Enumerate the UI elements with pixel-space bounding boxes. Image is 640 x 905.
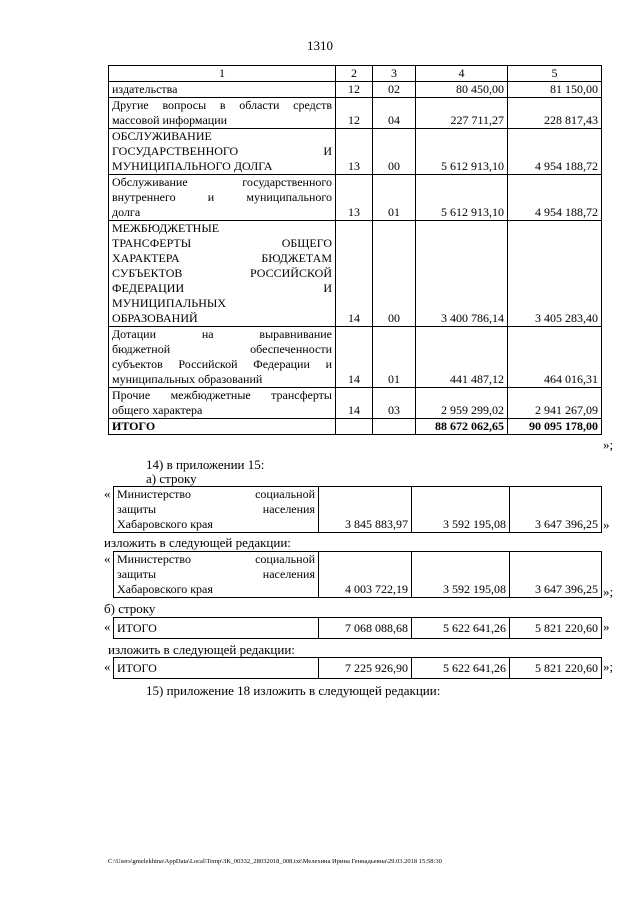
code-cell: 00: [373, 221, 416, 327]
value-cell: 3 592 195,08: [412, 552, 510, 598]
column-header: 5: [508, 66, 602, 82]
code-cell: 14: [336, 327, 373, 388]
close-quote: »;: [603, 659, 614, 674]
row-label: ИТОГО: [109, 419, 336, 435]
value-cell: 464 016,31: [508, 327, 602, 388]
close-quote: »;: [603, 584, 614, 599]
open-quote: «: [104, 619, 111, 634]
value-cell: 2 941 267,09: [508, 388, 602, 419]
open-quote: «: [104, 486, 111, 501]
budget-table: [108, 65, 602, 435]
table-row: [109, 98, 602, 129]
code-cell: 14: [336, 221, 373, 327]
row-label: ИТОГО: [114, 618, 319, 639]
open-quote: «: [104, 659, 111, 674]
row-label: Прочие межбюджетные трансферты общего характера: [109, 388, 336, 419]
value-cell: 88 672 062,65: [416, 419, 508, 435]
table-row: [109, 175, 602, 221]
value-cell: 5 821 220,60: [510, 618, 602, 639]
value-cell: 81 150,00: [508, 82, 602, 98]
row-label: ОБСЛУЖИВАНИЕ ГОСУДАРСТВЕННОГО И МУНИЦИПАЛЬНОГО ДОЛГА: [109, 129, 336, 175]
code-cell: 02: [373, 82, 416, 98]
column-header: 3: [373, 66, 416, 82]
close-quote: »: [603, 517, 610, 532]
table-end-mark: »;: [603, 437, 614, 452]
table-row: [109, 419, 602, 435]
value-cell: 3 405 283,40: [508, 221, 602, 327]
sub-item-a: а) строку: [146, 471, 197, 486]
row-label: Обслуживание государственного внутреннего и муниципального долга: [109, 175, 336, 221]
value-cell: 4 954 188,72: [508, 129, 602, 175]
value-cell: 5 821 220,60: [510, 658, 602, 679]
table-row: [109, 221, 602, 327]
item-15: 15) приложение 18 изложить в следующей редакции:: [146, 683, 441, 698]
code-cell: 13: [336, 175, 373, 221]
value-cell: 7 225 926,90: [319, 658, 412, 679]
column-header: 2: [336, 66, 373, 82]
row-label: Дотации на выравнивание бюджетной обеспеченности субъектов Российской Федерации и муниципальных образований: [109, 327, 336, 388]
item-14: 14) в приложении 15:: [146, 457, 265, 472]
row-label: Другие вопросы в области средств массовой информации: [109, 98, 336, 129]
row-label: ИТОГО: [114, 658, 319, 679]
table-header-row: [109, 66, 602, 82]
code-cell: [373, 419, 416, 435]
table-row: [114, 487, 602, 533]
code-cell: [336, 419, 373, 435]
value-cell: 5 612 913,10: [416, 175, 508, 221]
row-label: Министерство социальной защиты населения Хабаровского края: [114, 552, 319, 598]
table-row: [109, 82, 602, 98]
redaction-text-2: изложить в следующей редакции:: [108, 642, 295, 657]
page-number: 1310: [307, 38, 333, 53]
value-cell: 90 095 178,00: [508, 419, 602, 435]
table-row: [109, 327, 602, 388]
table-a-old: [113, 486, 602, 533]
code-cell: 04: [373, 98, 416, 129]
value-cell: 7 068 088,68: [319, 618, 412, 639]
value-cell: 228 817,43: [508, 98, 602, 129]
value-cell: 441 487,12: [416, 327, 508, 388]
value-cell: 227 711,27: [416, 98, 508, 129]
value-cell: 5 622 641,26: [412, 618, 510, 639]
column-header: 1: [109, 66, 336, 82]
value-cell: 3 400 786,14: [416, 221, 508, 327]
close-quote: »: [603, 619, 610, 634]
value-cell: 4 003 722,19: [319, 552, 412, 598]
row-label: МЕЖБЮДЖЕТНЫЕ ТРАНСФЕРТЫ ОБЩЕГО ХАРАКТЕРА БЮДЖЕТАМ СУБЪЕКТОВ РОССИЙСКОЙ ФЕДЕРАЦИИ И МУНИЦИПАЛЬНЫХ ОБРАЗОВАНИЙ: [109, 221, 336, 327]
open-quote: «: [104, 551, 111, 566]
value-cell: 3 845 883,97: [319, 487, 412, 533]
table-row: [109, 388, 602, 419]
table-a-new: [113, 551, 602, 598]
row-label: Министерство социальной защиты населения Хабаровского края: [114, 487, 319, 533]
code-cell: 01: [373, 175, 416, 221]
column-header: 4: [416, 66, 508, 82]
table-row: [114, 658, 602, 679]
value-cell: 4 954 188,72: [508, 175, 602, 221]
code-cell: 14: [336, 388, 373, 419]
value-cell: 5 612 913,10: [416, 129, 508, 175]
code-cell: 03: [373, 388, 416, 419]
value-cell: 3 647 396,25: [510, 487, 602, 533]
value-cell: 80 450,00: [416, 82, 508, 98]
footer-path: C:\Users\gmelekhina\AppData\Local\Temp\ЗК_00332_28032018_008.txt\Мелехина Ирина Геннадьевна\29.03.2018 15:58:30: [108, 858, 442, 865]
code-cell: 12: [336, 82, 373, 98]
code-cell: 12: [336, 98, 373, 129]
code-cell: 00: [373, 129, 416, 175]
table-row: [109, 129, 602, 175]
value-cell: 5 622 641,26: [412, 658, 510, 679]
row-label: издательства: [109, 82, 336, 98]
code-cell: 01: [373, 327, 416, 388]
table-row: [114, 618, 602, 639]
value-cell: 2 959 299,02: [416, 388, 508, 419]
redaction-text-1: изложить в следующей редакции:: [104, 535, 291, 550]
table-b-new: [113, 657, 602, 679]
table-row: [114, 552, 602, 598]
table-b-old: [113, 617, 602, 639]
value-cell: 3 592 195,08: [412, 487, 510, 533]
code-cell: 13: [336, 129, 373, 175]
sub-item-b: б) строку: [104, 601, 156, 616]
value-cell: 3 647 396,25: [510, 552, 602, 598]
